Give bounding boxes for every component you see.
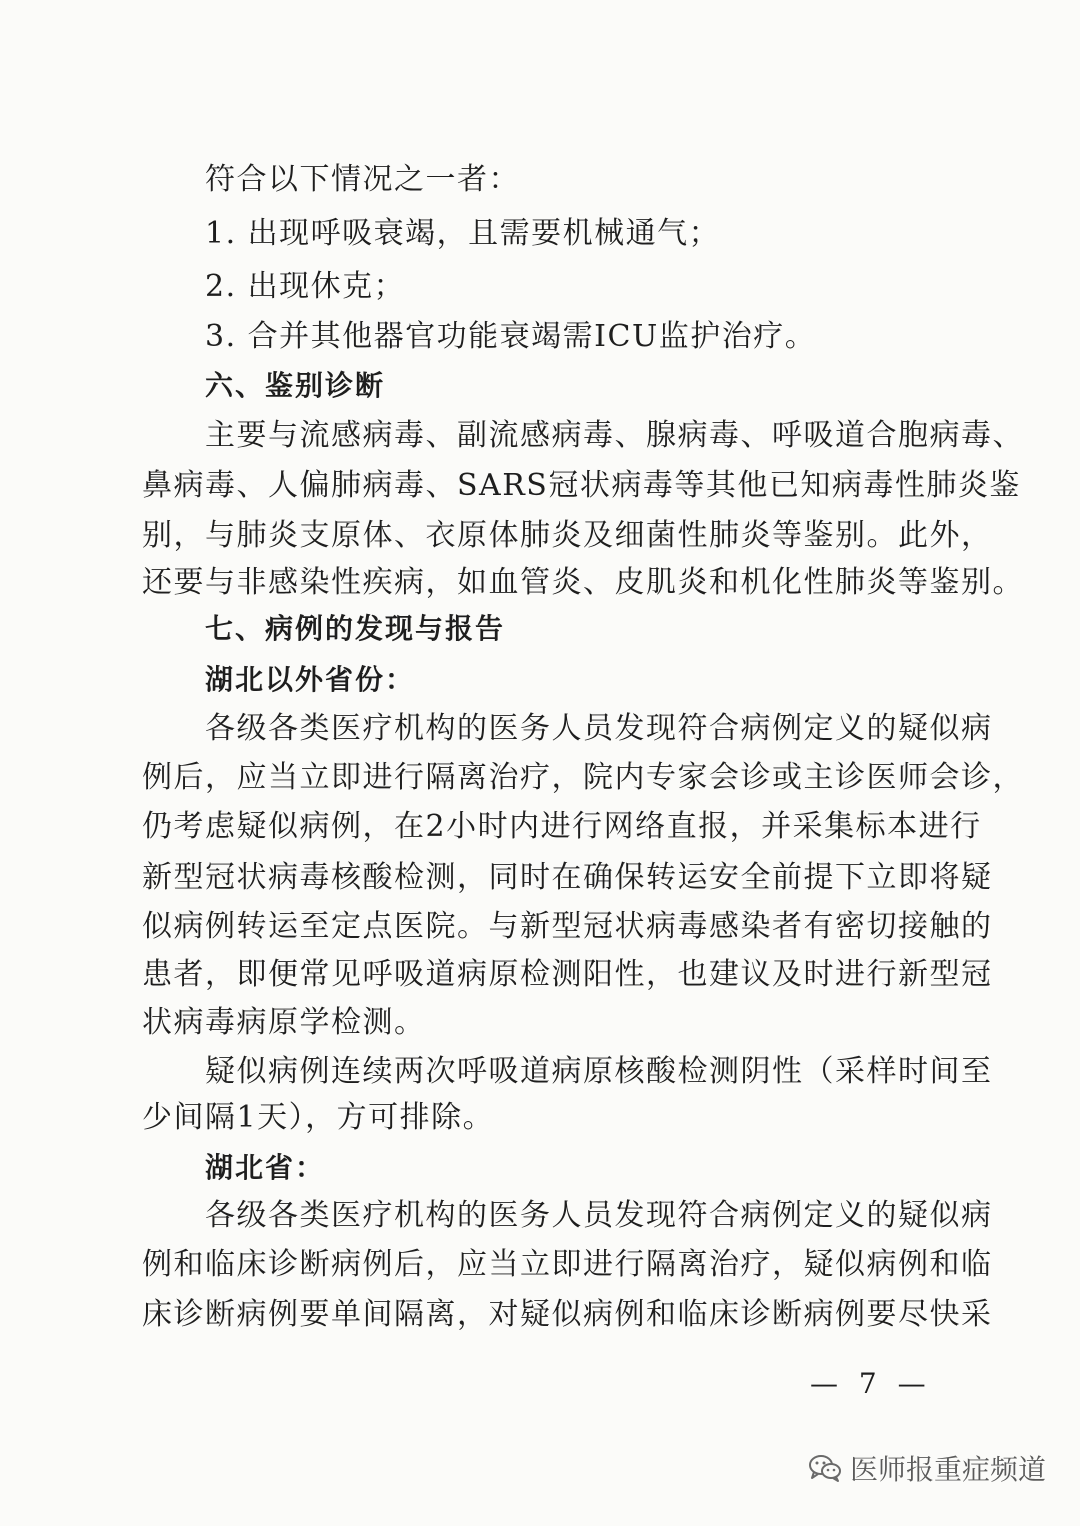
watermark [808, 1446, 1046, 1490]
text-line: 鼻病毒、人偏肺病毒、SARS冠状病毒等其他已知病毒性肺炎鉴 [142, 468, 1021, 503]
text-line: 床诊断病例要单间隔离，对疑似病例和临床诊断病例要尽快采 [142, 1297, 993, 1332]
list-item: 3. 合并其他器官功能衰竭需ICU监护治疗。 [205, 319, 817, 354]
text-line: 各级各类医疗机构的医务人员发现符合病例定义的疑似病 [205, 711, 993, 746]
text-line: 例后，应当立即进行隔离治疗，院内专家会诊或主诊医师会诊， [142, 760, 1024, 795]
subsection-heading: 湖北以外省份： [205, 663, 416, 696]
text-line: 似病例转运至定点医院。与新型冠状病毒感染者有密切接触的 [142, 909, 993, 944]
text-line: 状病毒病原学检测。 [142, 1005, 426, 1040]
page-number: — 7 — [810, 1367, 932, 1400]
subsection-heading: 湖北省： [205, 1151, 326, 1184]
watermark-text: 医师报重症频道 [850, 1453, 1047, 1486]
text-line: 例和临床诊断病例后，应当立即进行隔离治疗，疑似病例和临 [142, 1247, 993, 1282]
text-line: 还要与非感染性疾病，如血管炎、皮肌炎和机化性肺炎等鉴别。 [142, 565, 1024, 600]
text-line: 符合以下情况之一者： [205, 162, 520, 197]
text-line: 患者，即便常见呼吸道病原检测阳性，也建议及时进行新型冠 [142, 957, 993, 992]
section-heading: 六、鉴别诊断 [205, 369, 386, 402]
list-item: 2. 出现休克； [205, 269, 406, 304]
section-heading: 七、病例的发现与报告 [205, 612, 506, 645]
text-line: 各级各类医疗机构的医务人员发现符合病例定义的疑似病 [205, 1198, 993, 1233]
list-item: 1. 出现呼吸衰竭，且需要机械通气； [205, 216, 721, 251]
text-line: 主要与流感病毒、副流感病毒、腺病毒、呼吸道合胞病毒、 [205, 418, 1024, 453]
text-line: 新型冠状病毒核酸检测，同时在确保转运安全前提下立即将疑 [142, 860, 993, 895]
text-line: 少间隔1天），方可排除。 [142, 1100, 495, 1135]
wechat-icon [808, 1453, 842, 1483]
text-line: 别，与肺炎支原体、衣原体肺炎及细菌性肺炎等鉴别。此外， [142, 518, 993, 553]
text-line: 疑似病例连续两次呼吸道病原核酸检测阴性（采样时间至 [205, 1054, 993, 1089]
text-line: 仍考虑疑似病例，在2小时内进行网络直报，并采集标本进行 [142, 809, 982, 844]
